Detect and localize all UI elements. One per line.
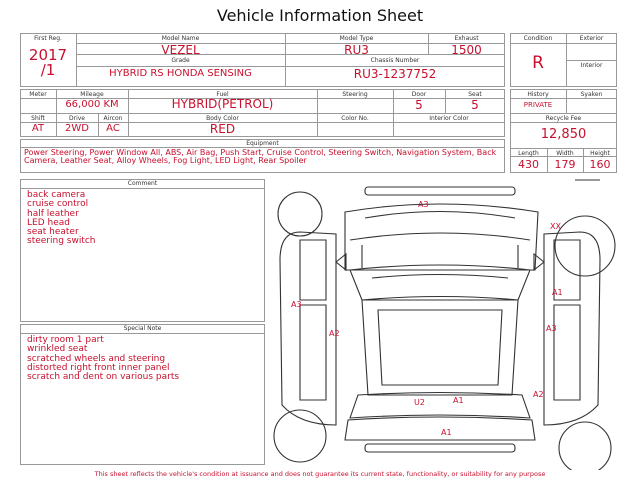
color-no-label: Color No. — [341, 115, 369, 122]
list-item: steering switch — [27, 236, 96, 247]
fuel-value: HYBRID(PETROL) — [171, 97, 274, 111]
history-label: History — [527, 91, 549, 98]
list-item: distorted right front inner panel — [27, 362, 170, 373]
damage-code-a1-bottom-mid: A1 — [453, 396, 464, 405]
damage-code-a3-left: A3 — [291, 300, 302, 309]
drive-value: 2WD — [65, 123, 89, 134]
model-type-value: RU3 — [344, 43, 369, 57]
damage-code-a2-left: A2 — [329, 329, 340, 338]
grade-label: Grade — [171, 57, 190, 64]
model-type-label: Model Type — [339, 35, 374, 42]
drive-label: Drive — [69, 115, 85, 122]
list-item: wrinkled seat — [27, 344, 88, 355]
comment-label: Comment — [127, 180, 158, 187]
interior-label: Interior — [580, 62, 603, 69]
sheet-title: Vehicle Information Sheet — [216, 6, 424, 25]
body-color-label: Body Color — [206, 115, 239, 122]
exhaust-label: Exhaust — [454, 35, 479, 42]
fuel-label: Fuel — [216, 91, 229, 98]
mileage-label: Mileage — [80, 91, 104, 98]
equipment-label: Equipment — [246, 140, 279, 147]
aircon-value: AC — [106, 123, 120, 134]
list-item: back camera — [27, 190, 86, 200]
damage-code-u2: U2 — [414, 398, 425, 407]
damage-code-a3-right: A3 — [546, 324, 557, 333]
door-label: Door — [411, 91, 427, 98]
footer-disclaimer: This sheet reflects the vehicle's condition at issuance and does not guarantee its current state, functionality, or suitability for any purpose — [94, 470, 546, 478]
damage-code-a1-right: A1 — [552, 288, 563, 297]
first-reg-label: First Reg. — [34, 35, 62, 42]
height-label: Height — [590, 150, 610, 157]
list-item: dirty room 1 part — [27, 335, 104, 345]
list-item: scratch and dent on various parts — [27, 372, 180, 383]
exterior-label: Exterior — [579, 35, 604, 42]
aircon-label: Aircon — [103, 115, 123, 122]
length-label: Length — [518, 150, 539, 157]
list-item: seat heater — [27, 227, 79, 238]
length-value: 430 — [518, 158, 539, 171]
condition-value: R — [532, 53, 544, 73]
special-note-list — [27, 336, 179, 382]
syaken-label: Syaken — [580, 91, 603, 98]
equipment-value: Power Steering, Power Window All, ABS, Air Bag, Push Start, Cruise Control, Steering Switch, Navigation System, Back Camera, Leather Seat, Alloy Wheels, Fog Light, LED Light, Rear Spoiler — [24, 149, 497, 166]
recycle-fee-value: 12,850 — [540, 127, 587, 142]
list-item: scratched wheels and steering — [27, 353, 166, 364]
list-item: LED head — [27, 217, 70, 228]
seat-value: 5 — [471, 98, 479, 112]
meter-label: Meter — [29, 91, 47, 98]
first-reg-value: 2017 /1 — [28, 46, 68, 79]
damage-code-a3-top: A3 — [418, 200, 429, 209]
chassis-label: Chassis Number — [370, 57, 420, 64]
width-value: 179 — [554, 158, 576, 171]
door-value: 5 — [415, 98, 423, 112]
history-value: PRIVATE — [523, 101, 553, 109]
body-color-value: RED — [209, 122, 236, 136]
list-item: half leather — [27, 208, 79, 219]
model-name-value: VEZEL — [161, 43, 200, 57]
width-label: Width — [556, 150, 574, 157]
shift-value: AT — [31, 123, 45, 134]
condition-label: Condition — [523, 35, 553, 42]
interior-color-label: Interior Color — [429, 115, 469, 122]
exhaust-value: 1500 — [451, 43, 482, 57]
height-value: 160 — [589, 158, 611, 171]
mileage-value: 66,000 KM — [65, 99, 119, 110]
chassis-value: RU3-1237752 — [353, 67, 437, 81]
list-item: cruise control — [27, 199, 89, 210]
grade-value: HYBRID RS HONDA SENSING — [109, 68, 252, 79]
special-note-label: Special Note — [123, 325, 162, 332]
model-name-label: Model Name — [161, 35, 200, 42]
damage-code-xx: XX — [550, 222, 561, 231]
seat-label: Seat — [468, 91, 482, 98]
steering-label: Steering — [342, 91, 368, 98]
car-damage-diagram — [268, 176, 620, 470]
recycle-fee-label: Recycle Fee — [545, 115, 582, 122]
damage-code-a1-bottom: A1 — [441, 428, 452, 437]
comment-list — [27, 191, 96, 247]
shift-label: Shift — [31, 115, 45, 122]
damage-code-a2-right: A2 — [533, 390, 544, 399]
